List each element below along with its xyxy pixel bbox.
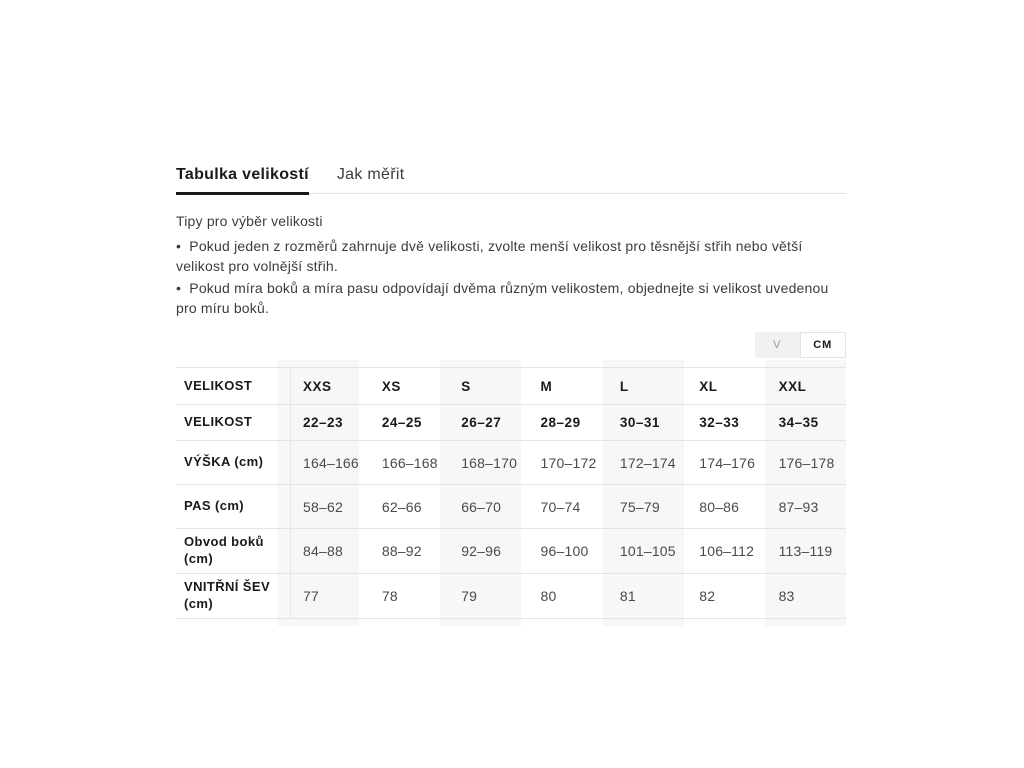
size-cell: 28–29 (540, 415, 581, 431)
size-cell: XXS (303, 378, 332, 394)
size-cell: 78 (381, 588, 398, 605)
tips-list (176, 237, 846, 318)
size-cell: M (540, 378, 553, 394)
size-cell: 113–119 (778, 543, 833, 560)
size-cell: 92–96 (461, 543, 502, 560)
size-cell: 83 (778, 588, 795, 605)
size-cell: 24–25 (381, 415, 422, 431)
size-cell: 22–23 (303, 415, 344, 431)
size-cell: 70–74 (540, 498, 581, 515)
table-row (176, 441, 846, 485)
tip-item: • Pokud jeden z rozměrů zahrnuje dvě velikosti, zvolte menší velikost pro těsnější střih nebo větší velikost pro volnější střih. (176, 237, 846, 276)
unit-toggle-row (176, 332, 846, 358)
size-cell: 172–174 (619, 454, 676, 471)
size-cell: 32–33 (699, 415, 740, 431)
size-cell: 96–100 (540, 543, 589, 560)
tip-item: • Pokud míra boků a míra pasu odpovídají dvěma různým velikostem, objednejte si velikost uvedenou pro míru boků. (176, 279, 846, 318)
size-cell: 101–105 (619, 543, 676, 560)
size-cell: 174–176 (699, 454, 756, 471)
size-cell: L (619, 378, 629, 394)
size-table (176, 367, 846, 619)
size-cell: S (461, 378, 471, 394)
tab-bar (176, 166, 846, 194)
tab-size-table[interactable]: Tabulka velikostí (176, 166, 309, 193)
size-cell: 176–178 (778, 454, 835, 471)
table-row (176, 485, 846, 529)
size-cell: 75–79 (619, 498, 660, 515)
table-row (176, 368, 846, 405)
size-cell: 79 (461, 588, 478, 605)
size-cell: 82 (699, 588, 716, 605)
size-cell: 166–168 (381, 454, 438, 471)
size-cell: XS (381, 378, 401, 394)
size-cell: XL (699, 378, 718, 394)
size-cell: 30–31 (619, 415, 660, 431)
row-label: Obvod boků (cm) (176, 529, 291, 574)
size-cell: 168–170 (461, 454, 518, 471)
size-cell: 26–27 (461, 415, 502, 431)
table-row (176, 405, 846, 441)
unit-option-cm[interactable]: CM (800, 332, 847, 358)
size-tips (176, 213, 846, 318)
size-cell: 62–66 (381, 498, 422, 515)
size-cell: 87–93 (778, 498, 819, 515)
size-cell: 84–88 (303, 543, 343, 560)
unit-toggle (755, 332, 846, 358)
row-label: VNITŘNÍ ŠEV (cm) (176, 574, 291, 619)
size-cell: 58–62 (303, 498, 343, 515)
tips-heading: Tipy pro výběr velikosti (176, 213, 323, 229)
size-cell: 66–70 (461, 498, 502, 515)
row-label: VÝŠKA (cm) (176, 441, 291, 485)
tab-how-to-measure[interactable]: Jak měřit (336, 166, 405, 183)
row-label: VELIKOST (176, 368, 291, 405)
size-cell: XXL (778, 378, 807, 394)
size-guide-panel (176, 166, 846, 626)
size-cell: 170–172 (540, 454, 597, 471)
size-cell: 34–35 (778, 415, 819, 431)
size-cell: 88–92 (381, 543, 422, 560)
size-cell: 164–166 (303, 454, 359, 471)
size-cell: 81 (619, 588, 636, 605)
size-cell: 77 (303, 588, 319, 605)
unit-option-inches[interactable]: V (773, 339, 782, 352)
size-table-wrap (176, 360, 846, 626)
row-label: PAS (cm) (176, 485, 291, 529)
table-row (176, 529, 846, 574)
size-cell: 80 (540, 588, 557, 605)
row-label: VELIKOST (176, 405, 291, 441)
size-cell: 106–112 (699, 543, 755, 560)
table-row (176, 574, 846, 619)
size-cell: 80–86 (699, 498, 740, 515)
